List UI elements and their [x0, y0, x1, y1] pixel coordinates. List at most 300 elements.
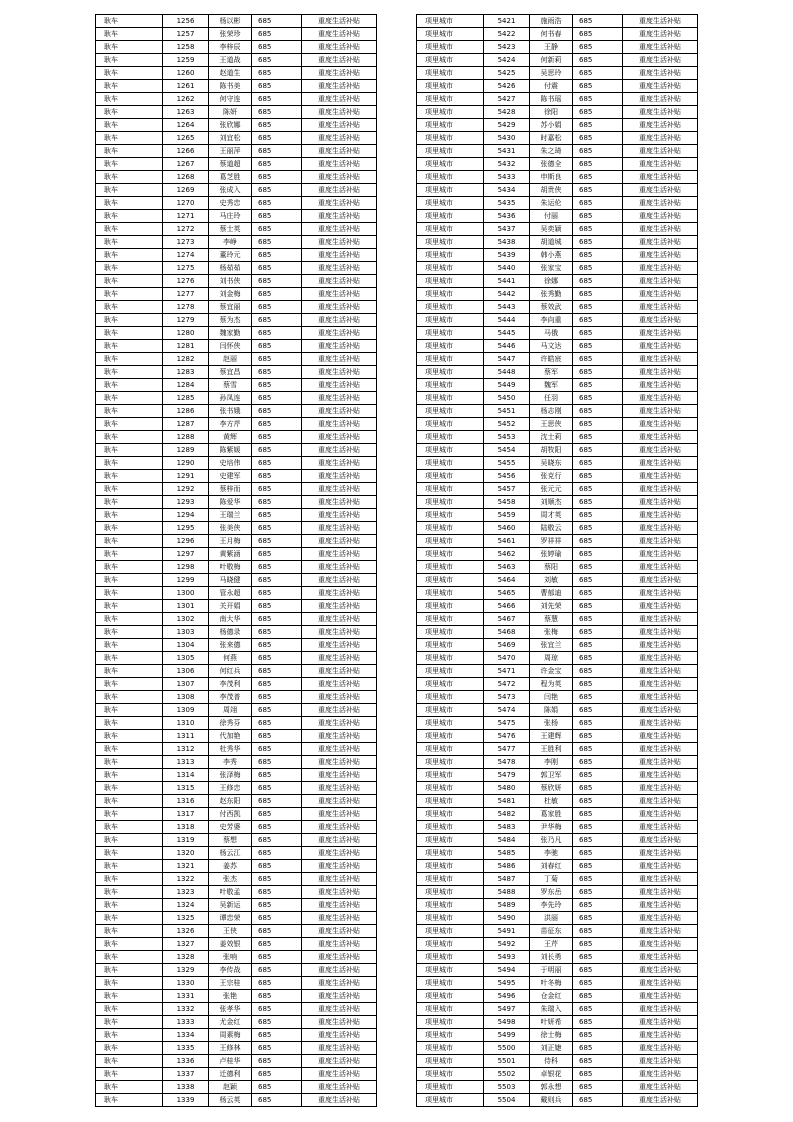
id-cell: 5477: [484, 743, 530, 756]
amount-cell: 685: [573, 951, 623, 964]
table-row: [96, 379, 377, 392]
region-cell: 耿车: [96, 1042, 163, 1055]
subsidy-type-cell: 重度生活补贴: [623, 587, 698, 600]
region-cell: 耿车: [96, 431, 163, 444]
table-row: [417, 548, 698, 561]
subsidy-type-cell: 重度生活补贴: [623, 548, 698, 561]
id-cell: 5469: [484, 639, 530, 652]
region-cell: 项里城市: [417, 496, 484, 509]
table-row: [417, 145, 698, 158]
subsidy-type-cell: 重度生活补贴: [623, 145, 698, 158]
table-row: [417, 184, 698, 197]
table-row: [96, 938, 377, 951]
amount-cell: 685: [573, 743, 623, 756]
name-cell: 叶妍希: [530, 1016, 573, 1029]
region-cell: 项里城市: [417, 457, 484, 470]
amount-cell: 685: [252, 717, 302, 730]
region-cell: 耿车: [96, 41, 163, 54]
name-cell: 王思侠: [530, 418, 573, 431]
id-cell: 5458: [484, 496, 530, 509]
id-cell: 5432: [484, 158, 530, 171]
table-row: [96, 847, 377, 860]
subsidy-type-cell: 重度生活补贴: [302, 67, 377, 80]
table-row: [417, 990, 698, 1003]
table-row: [417, 392, 698, 405]
amount-cell: 685: [252, 496, 302, 509]
id-cell: 5435: [484, 197, 530, 210]
subsidy-type-cell: 重度生活补贴: [623, 756, 698, 769]
id-cell: 5499: [484, 1029, 530, 1042]
id-cell: 1339: [163, 1094, 209, 1107]
table-row: [417, 509, 698, 522]
amount-cell: 685: [252, 327, 302, 340]
subsidy-type-cell: 重度生活补贴: [623, 210, 698, 223]
name-cell: 蔡军: [530, 366, 573, 379]
amount-cell: 685: [573, 1042, 623, 1055]
subsidy-type-cell: 重度生活补贴: [623, 340, 698, 353]
amount-cell: 685: [573, 834, 623, 847]
region-cell: 项里城市: [417, 210, 484, 223]
id-cell: 5460: [484, 522, 530, 535]
amount-cell: 685: [252, 431, 302, 444]
amount-cell: 685: [252, 158, 302, 171]
id-cell: 1323: [163, 886, 209, 899]
table-row: [417, 1042, 698, 1055]
subsidy-type-cell: 重度生活补贴: [302, 197, 377, 210]
id-cell: 1294: [163, 509, 209, 522]
name-cell: 魏军: [530, 379, 573, 392]
table-row: [417, 977, 698, 990]
id-cell: 1298: [163, 561, 209, 574]
subsidy-type-cell: 重度生活补贴: [623, 41, 698, 54]
region-cell: 耿车: [96, 1016, 163, 1029]
amount-cell: 685: [573, 626, 623, 639]
region-cell: 耿车: [96, 522, 163, 535]
id-cell: 5490: [484, 912, 530, 925]
name-cell: 曹郁迪: [530, 587, 573, 600]
subsidy-type-cell: 重度生活补贴: [302, 990, 377, 1003]
name-cell: 张德全: [530, 158, 573, 171]
id-cell: 1265: [163, 132, 209, 145]
subsidy-type-cell: 重度生活补贴: [302, 535, 377, 548]
table-row: [96, 912, 377, 925]
region-cell: 项里城市: [417, 288, 484, 301]
subsidy-type-cell: 重度生活补贴: [302, 834, 377, 847]
name-cell: 闫怀侠: [209, 340, 252, 353]
amount-cell: 685: [252, 444, 302, 457]
id-cell: 1276: [163, 275, 209, 288]
amount-cell: 685: [252, 1068, 302, 1081]
region-cell: 项里城市: [417, 405, 484, 418]
region-cell: 耿车: [96, 834, 163, 847]
name-cell: 申斯良: [530, 171, 573, 184]
id-cell: 5468: [484, 626, 530, 639]
id-cell: 1334: [163, 1029, 209, 1042]
region-cell: 项里城市: [417, 1081, 484, 1094]
id-cell: 5485: [484, 847, 530, 860]
region-cell: 项里城市: [417, 990, 484, 1003]
subsidy-type-cell: 重度生活补贴: [623, 93, 698, 106]
name-cell: 程为英: [530, 678, 573, 691]
table-row: [96, 1094, 377, 1107]
name-cell: 吴晓东: [530, 457, 573, 470]
table-row: [96, 600, 377, 613]
name-cell: 朱之琦: [530, 145, 573, 158]
subsidy-type-cell: 重度生活补贴: [302, 366, 377, 379]
id-cell: 5423: [484, 41, 530, 54]
id-cell: 1315: [163, 782, 209, 795]
name-cell: 张书娥: [209, 405, 252, 418]
name-cell: 付震: [530, 80, 573, 93]
region-cell: 耿车: [96, 353, 163, 366]
name-cell: 付西凯: [209, 808, 252, 821]
table-row: [96, 288, 377, 301]
amount-cell: 685: [573, 249, 623, 262]
table-row: [417, 860, 698, 873]
table-row: [96, 665, 377, 678]
region-cell: 项里城市: [417, 249, 484, 262]
id-cell: 1326: [163, 925, 209, 938]
amount-cell: 685: [573, 912, 623, 925]
amount-cell: 685: [573, 1094, 623, 1107]
subsidy-type-cell: 重度生活补贴: [623, 67, 698, 80]
subsidy-type-cell: 重度生活补贴: [302, 886, 377, 899]
id-cell: 5447: [484, 353, 530, 366]
region-cell: 项里城市: [417, 93, 484, 106]
name-cell: 王宗桂: [209, 977, 252, 990]
region-cell: 项里城市: [417, 613, 484, 626]
name-cell: 杜敏: [530, 795, 573, 808]
table-row: [96, 704, 377, 717]
region-cell: 耿车: [96, 847, 163, 860]
table-row: [417, 964, 698, 977]
subsidy-type-cell: 重度生活补贴: [302, 28, 377, 41]
table-row: [417, 353, 698, 366]
table-row: [417, 665, 698, 678]
subsidy-type-cell: 重度生活补贴: [302, 262, 377, 275]
region-cell: 项里城市: [417, 912, 484, 925]
id-cell: 5498: [484, 1016, 530, 1029]
subsidy-type-cell: 重度生活补贴: [623, 496, 698, 509]
region-cell: 项里城市: [417, 470, 484, 483]
name-cell: 陈娟: [530, 704, 573, 717]
table-row: [96, 15, 377, 28]
table-row: [96, 28, 377, 41]
name-cell: 张美侠: [209, 522, 252, 535]
amount-cell: 685: [252, 314, 302, 327]
region-cell: 项里城市: [417, 730, 484, 743]
table-row: [417, 93, 698, 106]
name-cell: 王侠: [209, 925, 252, 938]
amount-cell: 685: [573, 15, 623, 28]
name-cell: 史建军: [209, 470, 252, 483]
amount-cell: 685: [252, 197, 302, 210]
id-cell: 1286: [163, 405, 209, 418]
region-cell: 耿车: [96, 548, 163, 561]
region-cell: 耿车: [96, 444, 163, 457]
amount-cell: 685: [573, 418, 623, 431]
subsidy-type-cell: 重度生活补贴: [302, 353, 377, 366]
region-cell: 项里城市: [417, 808, 484, 821]
subsidy-type-cell: 重度生活补贴: [302, 561, 377, 574]
amount-cell: 685: [573, 977, 623, 990]
region-cell: 项里城市: [417, 925, 484, 938]
id-cell: 5487: [484, 873, 530, 886]
region-cell: 耿车: [96, 275, 163, 288]
id-cell: 1263: [163, 106, 209, 119]
table-row: [96, 314, 377, 327]
name-cell: 何书春: [530, 28, 573, 41]
table-row: [417, 444, 698, 457]
amount-cell: 685: [573, 678, 623, 691]
id-cell: 1289: [163, 444, 209, 457]
name-cell: 郭永想: [530, 1081, 573, 1094]
amount-cell: 685: [252, 860, 302, 873]
table-row: [96, 652, 377, 665]
name-cell: 张成入: [209, 184, 252, 197]
table-row: [96, 418, 377, 431]
id-cell: 1307: [163, 678, 209, 691]
name-cell: 任羽: [530, 392, 573, 405]
amount-cell: 685: [573, 184, 623, 197]
id-cell: 1302: [163, 613, 209, 626]
amount-cell: 685: [573, 236, 623, 249]
amount-cell: 685: [573, 847, 623, 860]
id-cell: 1278: [163, 301, 209, 314]
amount-cell: 685: [573, 431, 623, 444]
table-row: [417, 54, 698, 67]
region-cell: 耿车: [96, 730, 163, 743]
name-cell: 何新莉: [530, 54, 573, 67]
name-cell: 张泽梅: [209, 769, 252, 782]
table-row: [417, 730, 698, 743]
subsidy-type-cell: 重度生活补贴: [623, 392, 698, 405]
id-cell: 5479: [484, 769, 530, 782]
table-row: [417, 600, 698, 613]
table-row: [96, 899, 377, 912]
table-row: [96, 275, 377, 288]
table-row: [96, 860, 377, 873]
subsidy-type-cell: 重度生活补贴: [302, 470, 377, 483]
name-cell: 葛家胜: [530, 808, 573, 821]
table-row: [96, 691, 377, 704]
subsidy-type-cell: 重度生活补贴: [302, 431, 377, 444]
name-cell: 周才英: [530, 509, 573, 522]
amount-cell: 685: [573, 197, 623, 210]
region-cell: 项里城市: [417, 444, 484, 457]
region-cell: 项里城市: [417, 873, 484, 886]
table-row: [417, 561, 698, 574]
name-cell: 王瑞兰: [209, 509, 252, 522]
region-cell: 耿车: [96, 821, 163, 834]
subsidy-type-cell: 重度生活补贴: [623, 483, 698, 496]
name-cell: 周素梅: [209, 1029, 252, 1042]
region-cell: 耿车: [96, 1029, 163, 1042]
region-cell: 项里城市: [417, 938, 484, 951]
table-row: [417, 873, 698, 886]
id-cell: 5495: [484, 977, 530, 990]
table-row: [96, 1042, 377, 1055]
amount-cell: 685: [573, 535, 623, 548]
table-row: [417, 704, 698, 717]
table-row: [417, 743, 698, 756]
region-cell: 耿车: [96, 392, 163, 405]
table-row: [96, 574, 377, 587]
region-cell: 项里城市: [417, 106, 484, 119]
id-cell: 5441: [484, 275, 530, 288]
table-row: [96, 951, 377, 964]
id-cell: 1312: [163, 743, 209, 756]
table-row: [96, 171, 377, 184]
region-cell: 耿车: [96, 106, 163, 119]
name-cell: 罗祥祥: [530, 535, 573, 548]
amount-cell: 685: [573, 301, 623, 314]
name-cell: 于明丽: [530, 964, 573, 977]
name-cell: 刘正婕: [530, 1042, 573, 1055]
region-cell: 耿车: [96, 938, 163, 951]
name-cell: 董玲元: [209, 249, 252, 262]
subsidy-type-cell: 重度生活补贴: [623, 782, 698, 795]
table-row: [96, 795, 377, 808]
amount-cell: 685: [252, 379, 302, 392]
subsidy-type-cell: 重度生活补贴: [623, 886, 698, 899]
subsidy-type-cell: 重度生活补贴: [623, 171, 698, 184]
region-cell: 项里城市: [417, 366, 484, 379]
name-cell: 张元元: [530, 483, 573, 496]
subsidy-type-cell: 重度生活补贴: [623, 808, 698, 821]
table-row: [417, 262, 698, 275]
name-cell: 管永超: [209, 587, 252, 600]
amount-cell: 685: [573, 54, 623, 67]
amount-cell: 685: [573, 990, 623, 1003]
amount-cell: 685: [252, 470, 302, 483]
id-cell: 1288: [163, 431, 209, 444]
name-cell: 许皓宸: [530, 353, 573, 366]
table-row: [417, 236, 698, 249]
name-cell: 李秀: [209, 756, 252, 769]
table-row: [96, 405, 377, 418]
amount-cell: 685: [252, 1042, 302, 1055]
subsidy-type-cell: 重度生活补贴: [623, 327, 698, 340]
id-cell: 1301: [163, 600, 209, 613]
table-row: [96, 132, 377, 145]
subsidy-type-cell: 重度生活补贴: [623, 574, 698, 587]
subsidy-type-cell: 重度生活补贴: [302, 184, 377, 197]
name-cell: 苏小娟: [530, 119, 573, 132]
name-cell: 刘先荣: [530, 600, 573, 613]
table-row: [417, 223, 698, 236]
region-cell: 项里城市: [417, 678, 484, 691]
table-row: [96, 158, 377, 171]
region-cell: 耿车: [96, 1003, 163, 1016]
table-row: [417, 808, 698, 821]
subsidy-type-cell: 重度生活补贴: [302, 106, 377, 119]
subsidy-type-cell: 重度生活补贴: [623, 535, 698, 548]
region-cell: 项里城市: [417, 184, 484, 197]
name-cell: 王月梅: [209, 535, 252, 548]
id-cell: 1332: [163, 1003, 209, 1016]
subsidy-type-cell: 重度生活补贴: [302, 275, 377, 288]
id-cell: 5454: [484, 444, 530, 457]
name-cell: 李茂普: [209, 691, 252, 704]
region-cell: 耿车: [96, 171, 163, 184]
id-cell: 1325: [163, 912, 209, 925]
id-cell: 5422: [484, 28, 530, 41]
table-row: [417, 288, 698, 301]
amount-cell: 685: [252, 340, 302, 353]
id-cell: 5467: [484, 613, 530, 626]
table-row: [96, 1016, 377, 1029]
id-cell: 5424: [484, 54, 530, 67]
table-row: [417, 132, 698, 145]
name-cell: 洪丽: [530, 912, 573, 925]
subsidy-type-cell: 重度生活补贴: [302, 938, 377, 951]
subsidy-type-cell: 重度生活补贴: [302, 301, 377, 314]
name-cell: 胡牧阳: [530, 444, 573, 457]
region-cell: 项里城市: [417, 535, 484, 548]
subsidy-type-cell: 重度生活补贴: [302, 1094, 377, 1107]
id-cell: 5503: [484, 1081, 530, 1094]
table-row: [96, 262, 377, 275]
table-row: [96, 80, 377, 93]
subsidy-type-cell: 重度生活补贴: [302, 41, 377, 54]
name-cell: 韩小燕: [530, 249, 573, 262]
name-cell: 张克行: [530, 470, 573, 483]
subsidy-type-cell: 重度生活补贴: [302, 379, 377, 392]
subsidy-type-cell: 重度生活补贴: [623, 418, 698, 431]
table-row: [96, 145, 377, 158]
region-cell: 耿车: [96, 483, 163, 496]
amount-cell: 685: [252, 119, 302, 132]
amount-cell: 685: [252, 1016, 302, 1029]
amount-cell: 685: [573, 327, 623, 340]
region-cell: 项里城市: [417, 574, 484, 587]
name-cell: 王修忠: [209, 782, 252, 795]
name-cell: 蔡为杰: [209, 314, 252, 327]
subsidy-type-cell: 重度生活补贴: [623, 860, 698, 873]
id-cell: 5474: [484, 704, 530, 717]
amount-cell: 685: [252, 951, 302, 964]
table-row: [96, 327, 377, 340]
amount-cell: 685: [573, 392, 623, 405]
region-cell: 耿车: [96, 899, 163, 912]
table-row: [417, 314, 698, 327]
amount-cell: 685: [252, 301, 302, 314]
name-cell: 杨德录: [209, 626, 252, 639]
name-cell: 杨志刚: [530, 405, 573, 418]
table-row: [96, 1081, 377, 1094]
amount-cell: 685: [573, 574, 623, 587]
subsidy-type-cell: 重度生活补贴: [302, 249, 377, 262]
amount-cell: 685: [252, 223, 302, 236]
name-cell: 周琼: [530, 652, 573, 665]
subsidy-type-cell: 重度生活补贴: [302, 15, 377, 28]
name-cell: 许金宝: [530, 665, 573, 678]
name-cell: 葛芝胜: [209, 171, 252, 184]
table-row: [96, 54, 377, 67]
id-cell: 1304: [163, 639, 209, 652]
amount-cell: 685: [573, 704, 623, 717]
amount-cell: 685: [573, 132, 623, 145]
name-cell: 魏家勤: [209, 327, 252, 340]
name-cell: 张杰: [209, 873, 252, 886]
region-cell: 耿车: [96, 119, 163, 132]
table-row: [417, 821, 698, 834]
subsidy-type-cell: 重度生活补贴: [302, 1081, 377, 1094]
id-cell: 1270: [163, 197, 209, 210]
amount-cell: 685: [573, 808, 623, 821]
region-cell: 耿车: [96, 691, 163, 704]
